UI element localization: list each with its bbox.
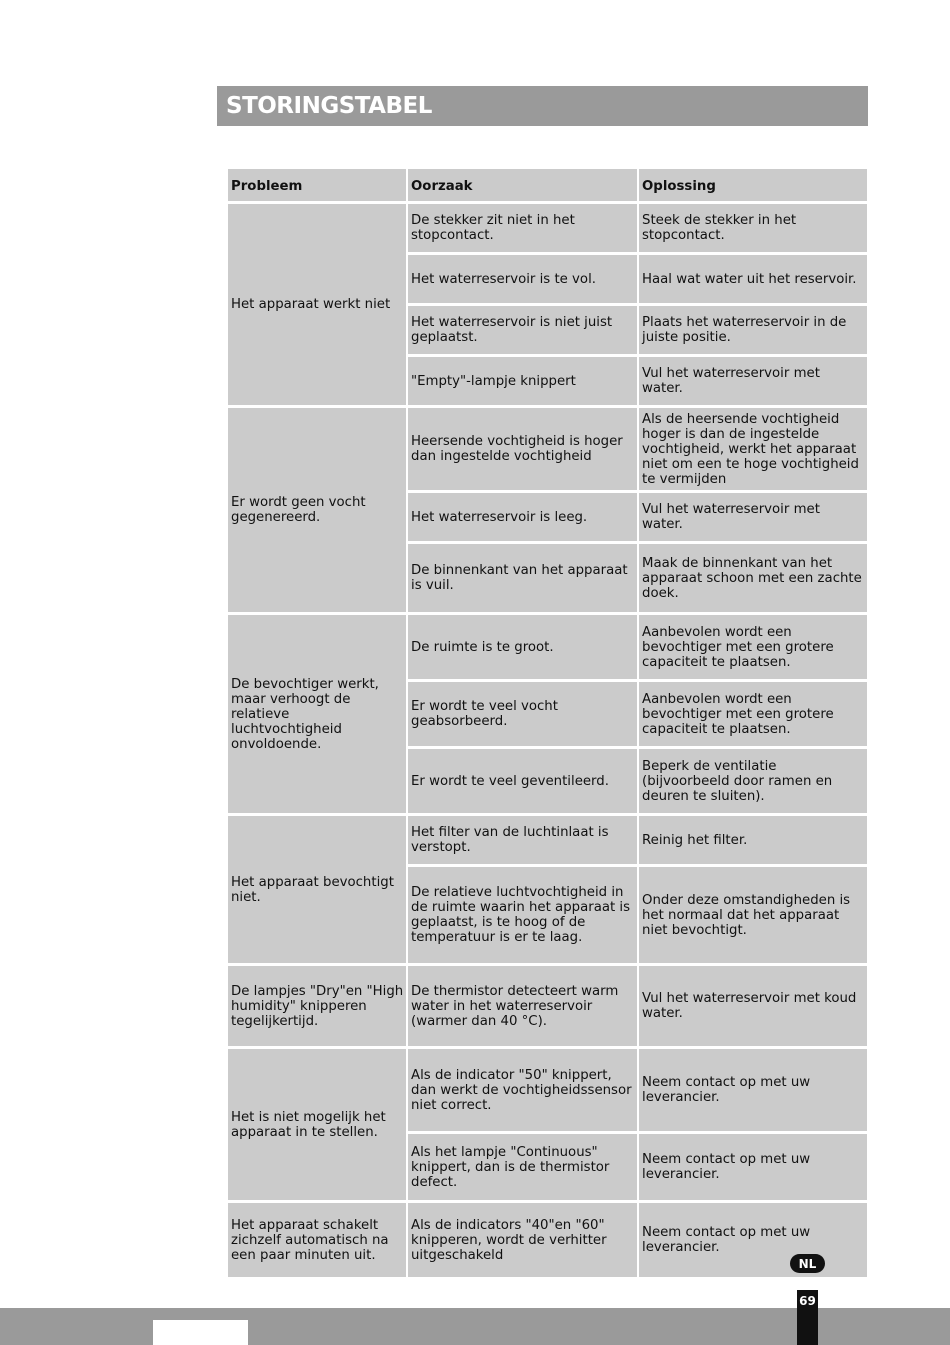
solution-cell: Reinig het filter.: [639, 816, 867, 864]
header-problem: Probleem: [228, 169, 406, 201]
cause-cell: "Empty"-lampje knippert: [408, 357, 637, 405]
solution-cell: Vul het waterreservoir met water.: [639, 357, 867, 405]
title-bar: [217, 86, 868, 126]
cause-cell: Het waterreservoir is te vol.: [408, 255, 637, 303]
cause-cell: De thermistor detecteert warm water in het waterreservoir (warmer dan 40 °C).: [408, 966, 637, 1046]
footer-white-block: [153, 1320, 248, 1345]
page-number: 69: [797, 1290, 818, 1345]
cause-cell: De relatieve luchtvochtigheid in de ruimte waarin het apparaat is geplaatst, is te hoog of de temperatuur is er te laag.: [408, 867, 637, 963]
problem-cell: Het apparaat bevochtigt niet.: [228, 816, 406, 963]
language-badge: NL: [790, 1254, 825, 1273]
cause-cell: Als de indicators "40"en "60" knipperen, wordt de verhitter uitgeschakeld: [408, 1203, 637, 1277]
cause-cell: Er wordt te veel vocht geabsorbeerd.: [408, 682, 637, 746]
table-body: [228, 204, 867, 1277]
solution-cell: Vul het waterreservoir met water.: [639, 493, 867, 541]
cause-cell: Er wordt te veel geventileerd.: [408, 749, 637, 813]
solution-cell: Haal wat water uit het reservoir.: [639, 255, 867, 303]
problem-cell: De bevochtiger werkt, maar verhoogt de relatieve luchtvochtigheid onvoldoende.: [228, 615, 406, 813]
header-solution: Oplossing: [639, 169, 867, 201]
solution-cell: Plaats het waterreservoir in de juiste positie.: [639, 306, 867, 354]
table-row: [228, 1203, 867, 1277]
problem-cell: Het apparaat werkt niet: [228, 204, 406, 405]
table-header-row: [228, 169, 867, 201]
table-row: [228, 816, 867, 864]
cause-cell: Het waterreservoir is niet juist geplaatst.: [408, 306, 637, 354]
solution-cell: Neem contact op met uw leverancier.: [639, 1049, 867, 1131]
cause-cell: De binnenkant van het apparaat is vuil.: [408, 544, 637, 612]
cause-cell: De ruimte is te groot.: [408, 615, 637, 679]
problem-cell: Het apparaat schakelt zichzelf automatisch na een paar minuten uit.: [228, 1203, 406, 1277]
table-row: [228, 204, 867, 252]
problem-cell: Er wordt geen vocht gegenereerd.: [228, 408, 406, 612]
solution-cell: Als de heersende vochtigheid hoger is dan de ingestelde vochtigheid, werkt het apparaat niet om een te hoge vochtigheid te vermijden: [639, 408, 867, 490]
table-row: [228, 408, 867, 490]
cause-cell: Het waterreservoir is leeg.: [408, 493, 637, 541]
table-row: [228, 966, 867, 1046]
problem-cell: Het is niet mogelijk het apparaat in te stellen.: [228, 1049, 406, 1200]
header-cause: Oorzaak: [408, 169, 637, 201]
cause-cell: Heersende vochtigheid is hoger dan ingestelde vochtigheid: [408, 408, 637, 490]
page-title: STORINGSTABEL: [226, 93, 432, 119]
problem-cell: De lampjes "Dry"en "High humidity" knipperen tegelijkertijd.: [228, 966, 406, 1046]
solution-cell: Steek de stekker in het stopcontact.: [639, 204, 867, 252]
cause-cell: De stekker zit niet in het stopcontact.: [408, 204, 637, 252]
table-row: [228, 615, 867, 679]
solution-cell: Aanbevolen wordt een bevochtiger met een grotere capaciteit te plaatsen.: [639, 615, 867, 679]
troubleshooting-table: [226, 166, 869, 1280]
solution-cell: Neem contact op met uw leverancier.: [639, 1203, 867, 1277]
solution-cell: Maak de binnenkant van het apparaat schoon met een zachte doek.: [639, 544, 867, 612]
solution-cell: Vul het waterreservoir met koud water.: [639, 966, 867, 1046]
solution-cell: Beperk de ventilatie (bijvoorbeeld door ramen en deuren te sluiten).: [639, 749, 867, 813]
solution-cell: Neem contact op met uw leverancier.: [639, 1134, 867, 1200]
table-row: [228, 1049, 867, 1131]
solution-cell: Onder deze omstandigheden is het normaal dat het apparaat niet bevochtigt.: [639, 867, 867, 963]
cause-cell: Het filter van de luchtinlaat is verstopt.: [408, 816, 637, 864]
cause-cell: Als de indicator "50" knippert, dan werkt de vochtigheidssensor niet correct.: [408, 1049, 637, 1131]
cause-cell: Als het lampje "Continuous" knippert, dan is de thermistor defect.: [408, 1134, 637, 1200]
solution-cell: Aanbevolen wordt een bevochtiger met een grotere capaciteit te plaatsen.: [639, 682, 867, 746]
